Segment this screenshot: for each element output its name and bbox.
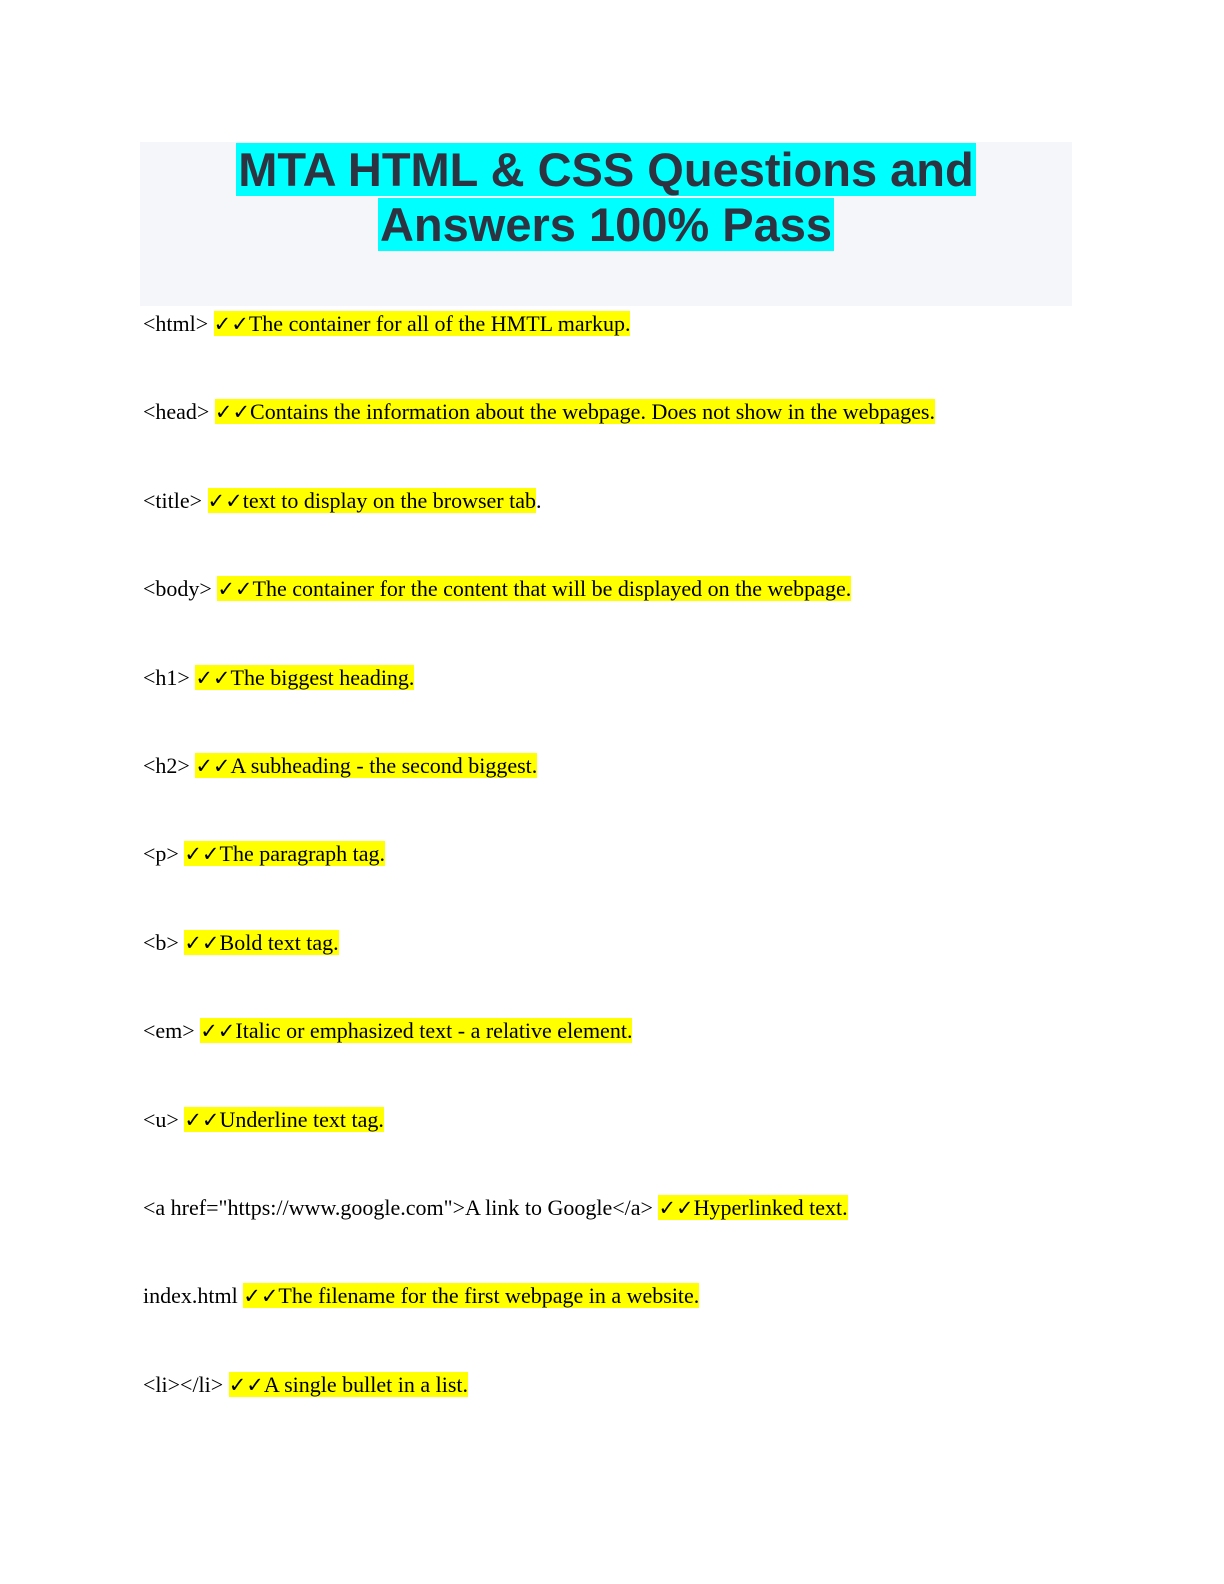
- qa-answer: The container for all of the HMTL markup.: [248, 311, 631, 336]
- qa-term: <u>: [143, 1106, 179, 1132]
- qa-answer: Bold text tag.: [219, 929, 339, 955]
- qa-term: <title>: [143, 487, 203, 513]
- page-title: [140, 142, 1072, 252]
- qa-term: <html>: [143, 311, 209, 336]
- qa-term: <h2>: [143, 752, 190, 778]
- qa-answer-highlight: [195, 753, 537, 778]
- qa-answer-highlight: [229, 1372, 468, 1397]
- qa-answer-highlight: [184, 1107, 384, 1132]
- qa-term: <h1>: [143, 664, 190, 690]
- qa-answer: The biggest heading.: [230, 664, 415, 690]
- qa-item: [143, 571, 1143, 659]
- qa-answer: A single bullet in a list.: [263, 1371, 469, 1397]
- qa-answer: The container for the content that will be displayed on the webpage.: [252, 576, 852, 602]
- qa-item: [143, 1102, 1143, 1190]
- qa-list: [143, 306, 1143, 1455]
- qa-term: <head>: [143, 399, 210, 425]
- qa-answer: The paragraph tag.: [219, 841, 386, 867]
- qa-item: [143, 483, 1143, 571]
- qa-answer-highlight: [200, 1018, 632, 1043]
- qa-answer: Contains the information about the webpage. Does not show in the webpages.: [250, 399, 935, 425]
- qa-term: <p>: [143, 841, 179, 867]
- qa-answer: text to display on the browser tab: [242, 487, 537, 513]
- qa-answer-highlight: [215, 399, 935, 424]
- double-check-icon: ✓✓: [195, 665, 231, 690]
- double-check-icon: ✓✓: [214, 400, 251, 425]
- qa-term: <li></li>: [143, 1371, 224, 1397]
- qa-term: <a href="https://www.google.com">A link to Google</a>: [143, 1194, 653, 1220]
- qa-item: [143, 925, 1143, 1013]
- qa-answer-highlight: [243, 1283, 699, 1308]
- qa-answer: Underline text tag.: [219, 1106, 384, 1132]
- qa-item: [143, 748, 1143, 836]
- qa-answer: A subheading - the second biggest.: [230, 752, 538, 778]
- qa-term: <body>: [143, 576, 212, 602]
- qa-term: <em>: [143, 1018, 195, 1044]
- qa-term: <b>: [143, 929, 179, 955]
- qa-answer: The filename for the first webpage in a website.: [278, 1283, 700, 1309]
- qa-answer-highlight: [214, 311, 631, 336]
- double-check-icon: ✓✓: [243, 1284, 279, 1309]
- qa-item: [143, 394, 1143, 482]
- qa-item: [143, 306, 1143, 394]
- qa-answer: Hyperlinked text.: [693, 1194, 848, 1220]
- double-check-icon: ✓✓: [207, 488, 243, 513]
- qa-item: [143, 660, 1143, 748]
- qa-answer-highlight: [195, 665, 414, 690]
- qa-answer-highlight: [658, 1195, 847, 1220]
- qa-term: index.html: [143, 1283, 238, 1309]
- double-check-icon: ✓✓: [658, 1195, 694, 1220]
- qa-item: [143, 1013, 1143, 1101]
- qa-answer-highlight: [184, 930, 338, 955]
- title-line-2: Answers 100% Pass: [379, 198, 832, 251]
- double-check-icon: ✓✓: [184, 930, 220, 955]
- qa-answer-highlight: [184, 841, 385, 866]
- title-line-1: MTA HTML & CSS Questions and: [238, 143, 974, 196]
- qa-tail: .: [536, 487, 542, 513]
- double-check-icon: ✓✓: [195, 753, 231, 778]
- qa-item: [143, 1190, 1143, 1278]
- qa-item: [143, 1278, 1143, 1366]
- double-check-icon: ✓✓: [184, 842, 220, 867]
- double-check-icon: ✓✓: [228, 1372, 264, 1397]
- double-check-icon: ✓✓: [213, 312, 249, 336]
- double-check-icon: ✓✓: [184, 1107, 220, 1132]
- qa-answer: Italic or emphasized text - a relative element.: [235, 1018, 633, 1044]
- qa-answer-highlight: [217, 576, 851, 601]
- qa-item: [143, 1367, 1143, 1455]
- double-check-icon: ✓✓: [200, 1019, 236, 1044]
- qa-item: [143, 836, 1143, 924]
- title-banner: [140, 142, 1072, 306]
- qa-answer-highlight: [208, 488, 536, 513]
- double-check-icon: ✓✓: [217, 577, 253, 602]
